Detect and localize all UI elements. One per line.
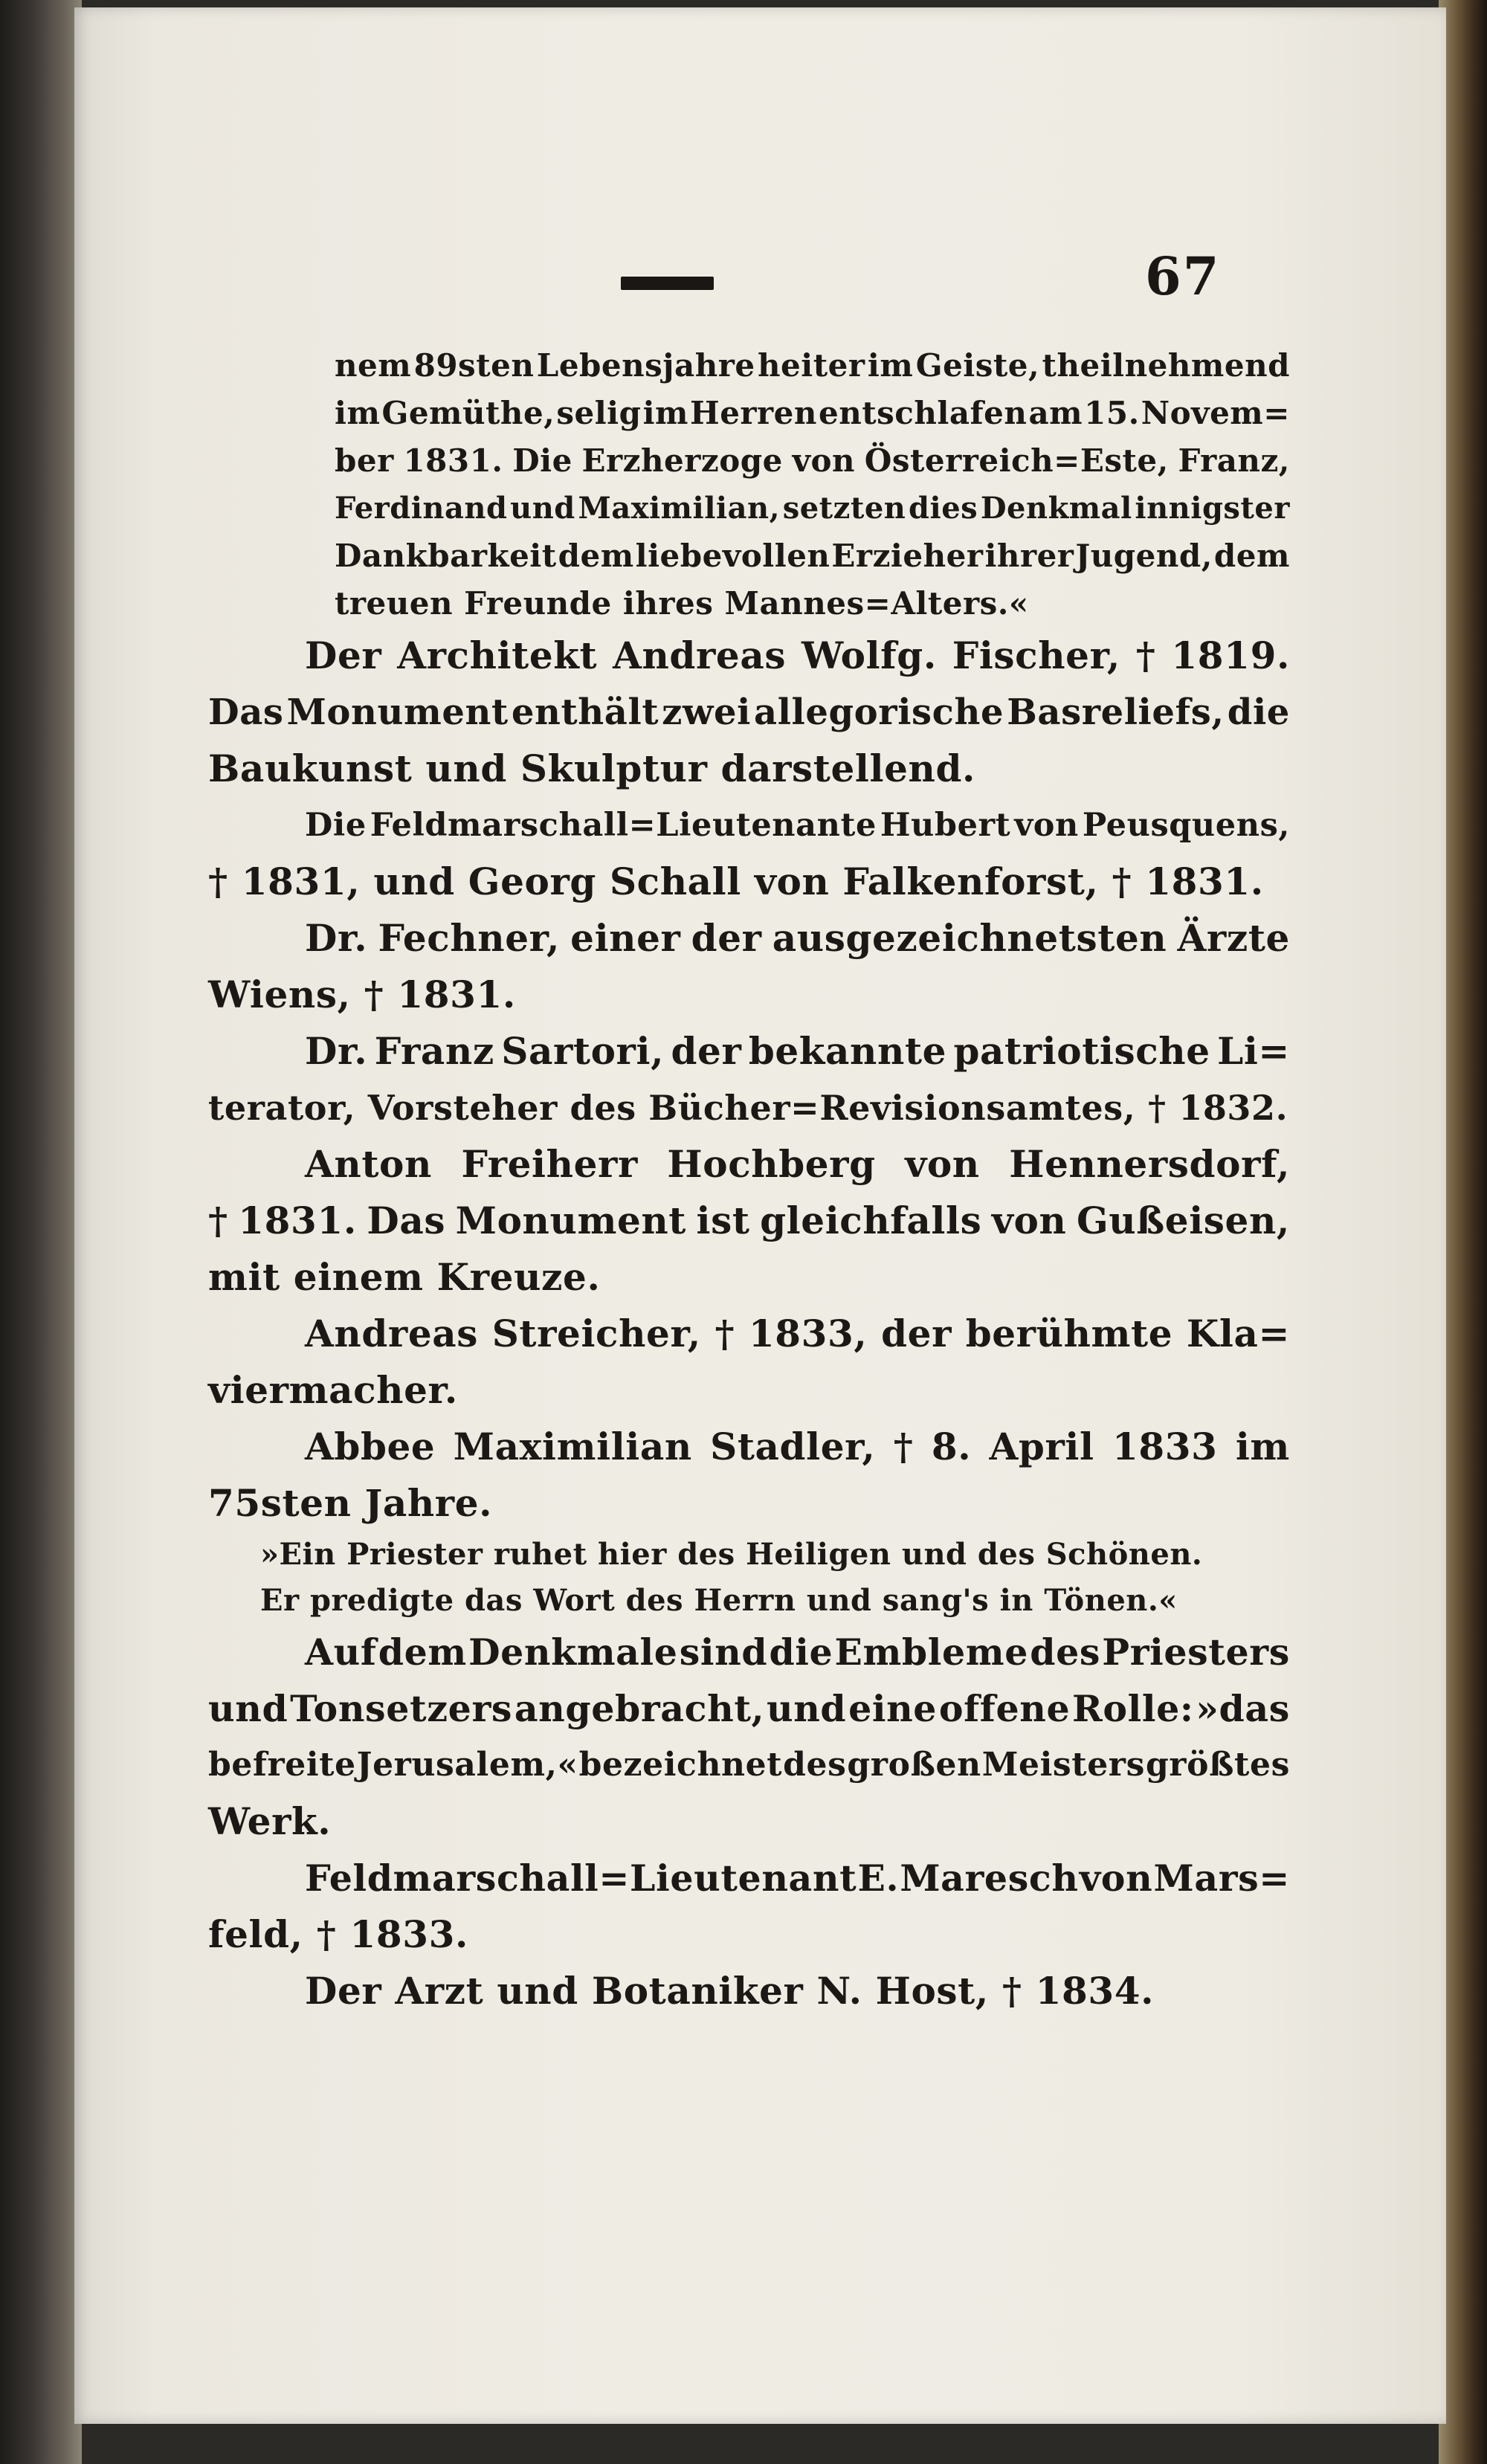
text-line <box>208 1419 1290 1475</box>
page-number: 67 <box>1145 245 1221 307</box>
word: Stadler, <box>710 1425 876 1468</box>
word: Hennersdorf, <box>1009 1142 1290 1186</box>
text-line <box>208 628 1290 684</box>
word: Auf <box>305 1631 377 1674</box>
word: setzten <box>782 491 906 526</box>
word: 1833, <box>748 1312 868 1355</box>
word: Embleme <box>834 1631 1028 1674</box>
text-line: viermacher. <box>208 1368 458 1412</box>
word: Peusquens, <box>1082 807 1290 844</box>
word: Franz, <box>1178 442 1290 479</box>
word: Denkmal <box>980 491 1132 526</box>
book-page <box>74 7 1446 2424</box>
word: Andreas <box>305 1312 479 1355</box>
word: ihrer <box>984 538 1074 574</box>
word: † <box>715 1312 735 1355</box>
word: Mars= <box>1153 1857 1290 1900</box>
word: von <box>792 442 856 479</box>
body-text <box>208 342 1290 2019</box>
word: Ferdinand <box>335 491 508 526</box>
word: Jugend, <box>1075 538 1213 574</box>
word: † <box>893 1425 914 1468</box>
word: am <box>1028 395 1083 431</box>
word: † <box>1135 633 1156 677</box>
text-line: 75sten Jahre. <box>208 1481 493 1525</box>
word: Hubert <box>880 807 1011 844</box>
word: Ärzte <box>1177 916 1290 960</box>
text-line <box>208 1193 1290 1249</box>
word: entschlafen <box>818 395 1028 431</box>
word: von <box>905 1142 980 1186</box>
word: großen <box>847 1746 981 1784</box>
book-spine-shadow <box>0 0 82 2464</box>
word: Denkmale <box>468 1631 678 1674</box>
word: Dr. <box>305 1029 368 1073</box>
word: im <box>335 395 381 431</box>
word: zwei <box>662 691 751 733</box>
word: Freiherr <box>461 1142 638 1186</box>
word: ausgezeichnetsten <box>772 916 1167 960</box>
word: Monument <box>455 1199 687 1242</box>
word: dem <box>558 538 634 574</box>
text-line <box>208 1850 1290 1906</box>
word: bezeichnet <box>578 1746 783 1784</box>
word: im <box>1235 1425 1290 1468</box>
text-line <box>208 1023 1290 1080</box>
word: Streicher, <box>491 1312 701 1355</box>
word: »das <box>1196 1687 1290 1730</box>
text-line: »Ein Priester ruhet hier des Heiligen und des Schönen. <box>260 1537 1203 1572</box>
text-line <box>208 1624 1290 1680</box>
text-line: † 1831, und Georg Schall von Falkenforst, † 1831. <box>208 860 1264 903</box>
word: größtes <box>1145 1746 1290 1784</box>
word: enthält <box>511 691 659 733</box>
word: der <box>691 916 762 960</box>
word: und <box>766 1687 847 1730</box>
word: Franz <box>374 1029 494 1073</box>
word: von <box>991 1199 1067 1242</box>
word: Priesters <box>1102 1631 1290 1674</box>
word: 89sten <box>413 347 535 384</box>
word: Gemüthe, <box>381 395 555 431</box>
word: dem <box>1213 538 1290 574</box>
text-line <box>208 1136 1290 1193</box>
text-line: Der Arzt und Botaniker N. Host, † 1834. <box>305 1969 1155 2013</box>
text-line: Wiens, † 1831. <box>208 973 516 1016</box>
word: die <box>1227 691 1290 733</box>
text-line <box>208 1306 1290 1362</box>
text-line: mit einem Kreuze. <box>208 1255 601 1299</box>
text-line: Werk. <box>208 1799 332 1843</box>
word: Dr. <box>305 916 368 960</box>
text-line: Baukunst und Skulptur darstellend. <box>208 746 976 790</box>
text-line: treuen Freunde ihres Mannes=Alters.« <box>335 585 1029 622</box>
word: offene <box>938 1687 1071 1730</box>
word: der <box>881 1312 952 1355</box>
text-line <box>208 532 1290 580</box>
word: eine <box>848 1687 938 1730</box>
word: heiter <box>758 347 865 384</box>
word: E. <box>857 1857 900 1900</box>
word: theilnehmend <box>1042 347 1290 384</box>
word: Feldmarschall=Lieutenant <box>305 1857 857 1900</box>
word: April <box>989 1425 1094 1468</box>
word: Erzherzoge <box>581 442 783 479</box>
word: patriotische <box>953 1029 1210 1073</box>
word: die <box>769 1631 833 1674</box>
text-line <box>208 485 1290 532</box>
word: Gußeisen, <box>1076 1199 1290 1242</box>
word: ist <box>696 1199 750 1242</box>
word: von <box>1079 1857 1153 1900</box>
word: angebracht, <box>514 1687 765 1730</box>
word: Lebensjahre <box>536 347 755 384</box>
word: Die <box>305 807 367 844</box>
word: sind <box>679 1631 768 1674</box>
word: Maximilian <box>453 1425 692 1468</box>
word: im <box>867 347 914 384</box>
word: dies <box>909 491 978 526</box>
header-rule <box>621 277 714 290</box>
word: nem <box>335 347 412 384</box>
word: Die <box>512 442 572 479</box>
text-line: feld, † 1833. <box>208 1912 469 1956</box>
word: Maresch <box>900 1857 1079 1900</box>
text-line <box>208 910 1290 967</box>
word: 1831. <box>238 1199 357 1242</box>
word: Das <box>208 691 284 733</box>
word: gleichfalls <box>760 1199 982 1242</box>
word: im <box>642 395 688 431</box>
word: 15. <box>1084 395 1140 431</box>
word: Andreas <box>613 633 787 677</box>
word: berühmte <box>965 1312 1173 1355</box>
text-line <box>208 390 1290 437</box>
word: 1831. <box>403 442 503 479</box>
word: 1833 <box>1112 1425 1218 1468</box>
word: Meisters <box>981 1746 1145 1784</box>
word: Maximilian, <box>578 491 781 526</box>
word: Anton <box>305 1142 432 1186</box>
word: liebevollen <box>635 538 830 574</box>
word: Dankbarkeit <box>335 538 557 574</box>
word: 1819. <box>1171 633 1290 677</box>
word: einer <box>570 916 681 960</box>
word: Geiste, <box>915 347 1040 384</box>
word: der <box>671 1029 742 1073</box>
word: des <box>1030 1631 1101 1674</box>
text-line <box>208 1737 1290 1793</box>
word: Rolle: <box>1072 1687 1194 1730</box>
word: Fischer, <box>952 633 1120 677</box>
word: Novem= <box>1141 395 1290 431</box>
word: Das <box>367 1199 446 1242</box>
text-line <box>208 684 1290 741</box>
word: Basreliefs, <box>1007 691 1225 733</box>
word: Abbee <box>305 1425 436 1468</box>
text-line <box>208 1680 1290 1737</box>
word: Hochberg <box>667 1142 876 1186</box>
word: Jerusalem,« <box>356 1746 578 1784</box>
word: Architekt <box>397 633 598 677</box>
word: Li= <box>1217 1029 1290 1073</box>
word: Österreich=Este, <box>864 442 1169 479</box>
word: Herren <box>690 395 817 431</box>
word: befreite <box>208 1746 356 1784</box>
word: ber <box>335 442 394 479</box>
word: und <box>208 1687 288 1730</box>
word: 8. <box>931 1425 972 1468</box>
word: und <box>510 491 575 526</box>
word: Kla= <box>1186 1312 1290 1355</box>
word: selig <box>556 395 642 431</box>
text-line <box>208 797 1290 854</box>
word: Erzieher <box>831 538 984 574</box>
word: bekannte <box>748 1029 947 1073</box>
word: Monument <box>286 691 509 733</box>
word: dem <box>378 1631 467 1674</box>
word: Sartori, <box>501 1029 665 1073</box>
word: Tonsetzers <box>290 1687 513 1730</box>
word: † <box>208 1199 228 1242</box>
word: des <box>783 1746 847 1784</box>
word: von <box>1014 807 1079 844</box>
word: allegorische <box>754 691 1004 733</box>
word: innigster <box>1135 491 1290 526</box>
text-line <box>208 437 1290 485</box>
word: Der <box>305 633 382 677</box>
word: Wolfg. <box>801 633 937 677</box>
text-line: Er predigte das Wort des Herrn und sang's in Tönen.« <box>260 1583 1178 1618</box>
text-line <box>208 342 1290 390</box>
word: Feldmarschall=Lieutenante <box>370 807 877 844</box>
word: Fechner, <box>378 916 560 960</box>
text-line: terator, Vorsteher des Bücher=Revisionsamtes, † 1832. <box>208 1088 1288 1128</box>
